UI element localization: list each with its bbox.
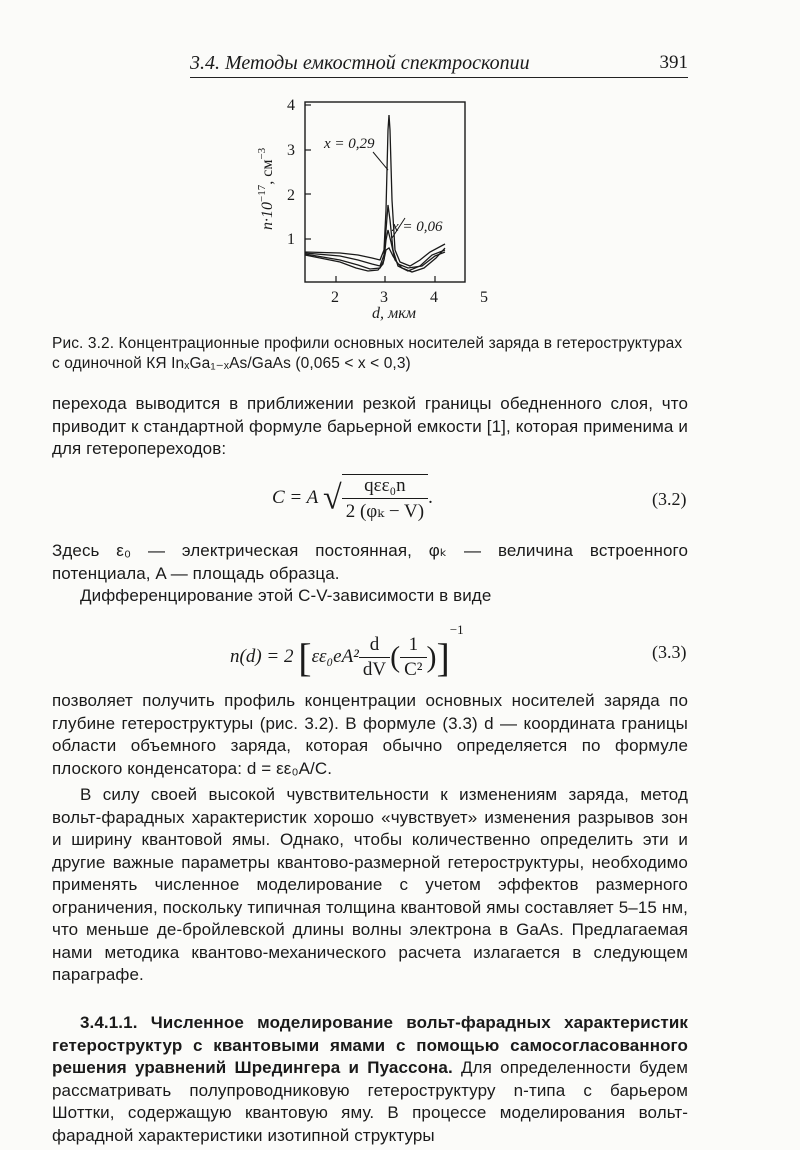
y-tick-label: 2 [287, 187, 295, 204]
page-number: 391 [659, 52, 688, 73]
paragraph: перехода выводится в приближении резкой границы обедненного слоя, что приводит к стандартной формуле барьерной емкости [1], которая применима и для гетеропереходов: [52, 394, 688, 458]
y-axis-label-exp: −17 [256, 184, 268, 202]
paragraph: позволяет получить профиль концентрации основных носителей заряда по глубине гетероструктуры (рис. 3.2). В формуле (3.3) d — координата границы области объемного заряда, которая обычно определяется по формуле плоского конденсатора: d = εε₀A/C. [52, 691, 688, 778]
y-axis-label-main: n·10 [259, 202, 276, 230]
x-tick-label: 3 [380, 289, 388, 306]
profile-curve-3 [305, 230, 445, 272]
eq2-exponent: −1 [449, 622, 464, 637]
profile-curve-2 [305, 205, 445, 271]
equation-number: (3.2) [652, 489, 687, 509]
paren-right: ) [426, 640, 437, 674]
caption-text: Концентрационные профили основных носителей заряда в гетероструктурах с одиночной КЯ InₓGa₁₋ₓAs/GaAs (0,065 < x < 0,3) [52, 335, 683, 372]
running-title: 3.4. Методы емкостной спектроскопии [190, 52, 530, 74]
bracket-right: ] [436, 635, 450, 681]
eq2-body: εε₀eA² [311, 646, 359, 667]
section-title: 3.4.1.1. Численное моделирование вольт-фарадных характеристик гетероструктур с квантовыми ямами с помощью самосогласованного решения уравнений Шредингера и Пуассона. [52, 1013, 688, 1077]
equation-3-2 [272, 474, 433, 523]
section-text: Для определенности будем рассматривать полупроводниковую гетероструктуру n-типа с барьером Шоттки, содержащую квантовую яму. В процессе моделирования вольт-фарадной характеристики изотипной структуры [52, 1058, 688, 1145]
annotation-x006: x = 0,06 [392, 219, 443, 235]
x-tick-label: 2 [331, 289, 339, 306]
eq1-period: . [428, 486, 433, 508]
annotation-x029: x = 0,29 [324, 136, 375, 152]
eq2-d-den: dV [359, 657, 390, 681]
leader-line-1 [373, 152, 388, 170]
y-axis-label [256, 147, 276, 230]
y-tick-label: 4 [287, 97, 295, 114]
y-axis-unit: , см [259, 159, 276, 185]
paren-left: ( [390, 640, 401, 674]
header-rule [190, 77, 688, 78]
figure-caption [52, 334, 692, 374]
x-ticks [336, 276, 435, 282]
eq2-derivative [359, 634, 390, 681]
sqrt-sign: √ [323, 479, 342, 517]
eq1-numerator: qεε₀n [364, 475, 406, 496]
equation-number: (3.3) [652, 642, 687, 662]
eq2-inverse [400, 634, 426, 681]
y-tick-label: 3 [287, 142, 295, 159]
paragraph: В силу своей высокой чувствительности к изменениям заряда, метод вольт-фарадных характеристик хорошо «чувствует» изменения разрывов зон и ширину квантовой ямы. Однако, чтобы количественно определить эти и другие важные параметры квантово-размерной гетероструктуры, необходимо применять численное моделирование с учетом эффектов размерного ограничения, поскольку типичная толщина квантовой ямы составляет 5–15 нм, что меньше де-бройлевской длины волны электрона в GaAs. Предлагаемая нами методика квантово-механического расчета излагается в следующем параграфе. [52, 785, 688, 984]
eq2-one: 1 [408, 634, 419, 656]
x-axis-label: d, мкм [372, 305, 416, 322]
y-ticks [305, 105, 311, 239]
eq2-d-num: d [369, 634, 380, 656]
y-axis-unit-exp: −3 [256, 147, 268, 160]
eq2-c2: C² [400, 657, 426, 681]
x-tick-label: 4 [430, 289, 438, 306]
figure-plot [240, 90, 520, 326]
eq1-fraction [342, 474, 428, 523]
paragraph: Здесь ε₀ — электрическая постоянная, φₖ — величина встроенного потенциала, A — площадь образца. [52, 541, 688, 583]
y-tick-label: 1 [287, 231, 295, 248]
equation-3-3 [230, 622, 464, 681]
section-paragraph [52, 1012, 688, 1147]
eq1-denominator: 2 (φₖ − V) [342, 498, 428, 523]
page-header [190, 50, 688, 76]
eq2-lhs: n(d) = 2 [230, 646, 294, 667]
x-tick-label: 5 [480, 289, 488, 306]
bracket-left: [ [298, 635, 312, 681]
caption-label: Рис. 3.2. [52, 335, 115, 352]
eq1-lhs: C = A [272, 486, 319, 508]
paragraph: Дифференцирование этой C-V-зависимости в виде [80, 586, 492, 605]
